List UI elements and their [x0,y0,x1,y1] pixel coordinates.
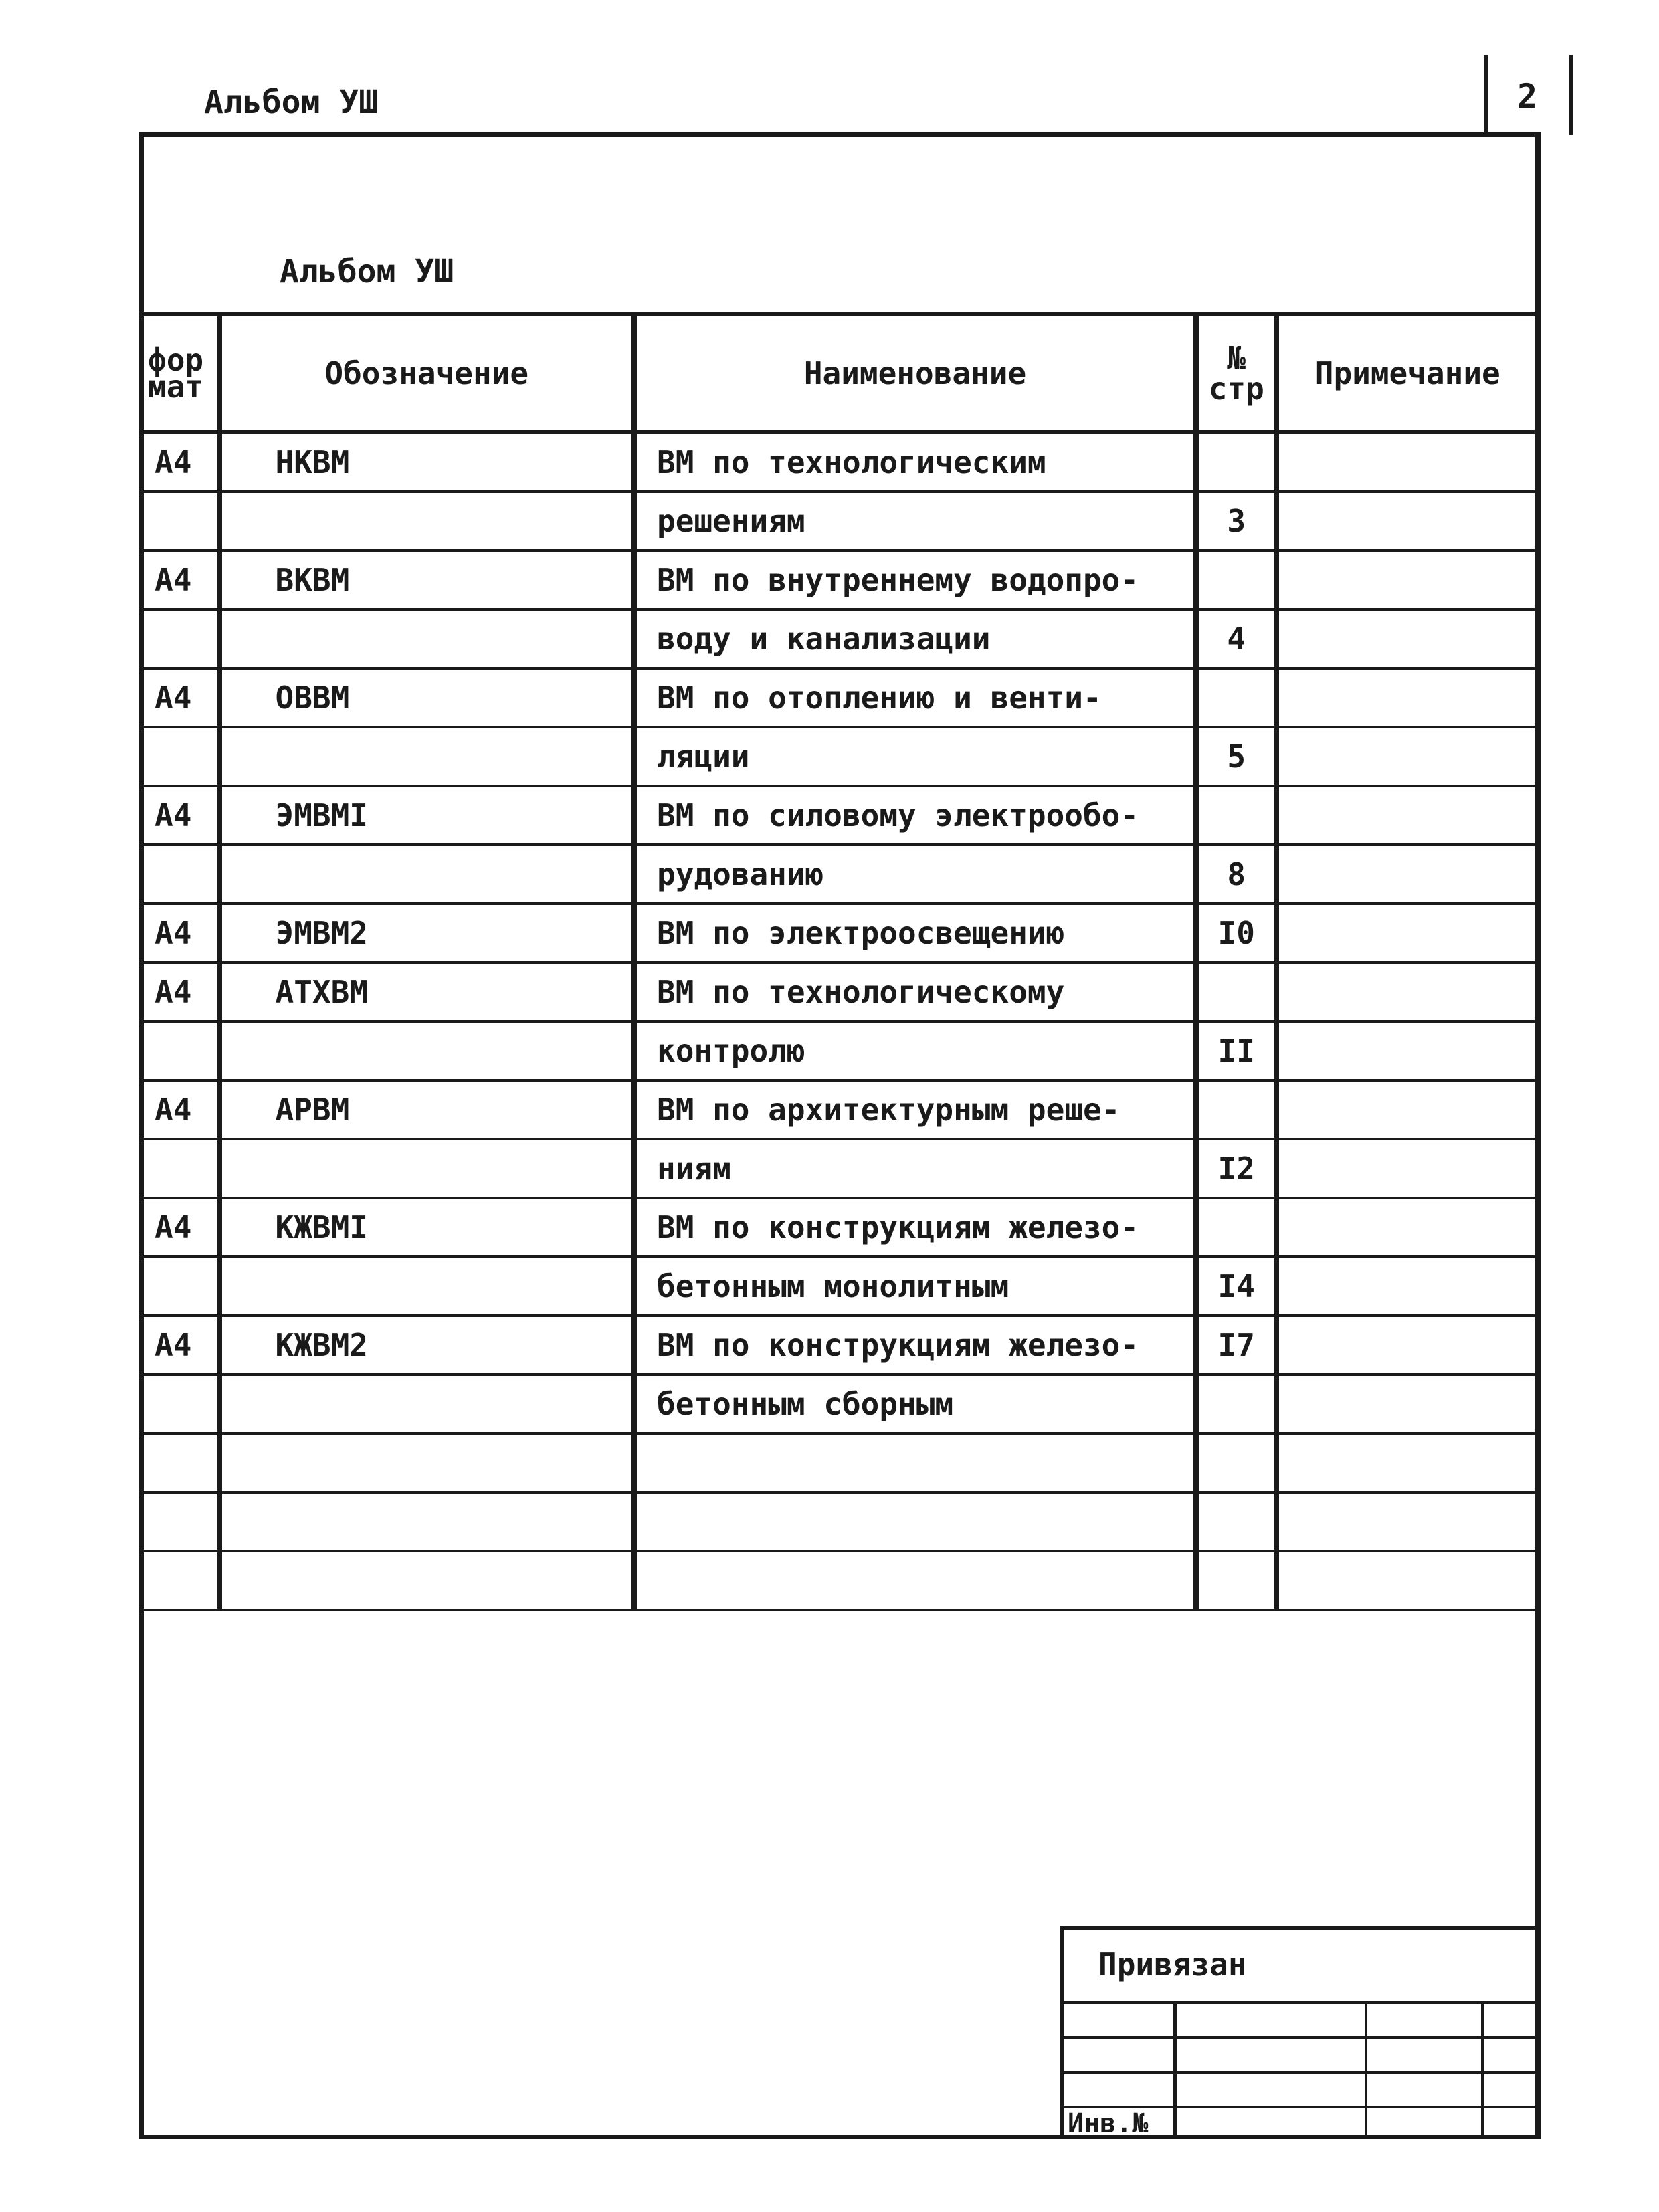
format-cell: А4 [144,668,219,727]
page-cell: 3 [1196,492,1276,550]
page-cell: 5 [1196,727,1276,786]
note-cell [1276,786,1537,845]
format-cell: А4 [144,904,219,963]
note-cell [1276,550,1537,609]
inventory-number-label: Инв.№ [1068,2108,1149,2139]
table-row [144,550,1537,609]
format-cell [144,1021,219,1080]
note-cell [1276,1551,1537,1610]
stamp-top-border [1060,1926,1535,1930]
designation-cell [219,1257,634,1316]
table-row [144,727,1537,786]
table-row [144,668,1537,727]
note-cell [1276,904,1537,963]
stamp-column-divider [1365,2001,1367,2139]
designation-cell [219,1375,634,1433]
format-cell: А4 [144,1198,219,1257]
page-cell [1196,1433,1276,1492]
format-cell: А4 [144,786,219,845]
table-row [144,1316,1537,1375]
table-row [144,1139,1537,1198]
designation-cell [219,1021,634,1080]
designation-cell: АТХВМ [219,963,634,1021]
stamp-column-divider [1481,2001,1484,2139]
designation-cell: НКВМ [219,432,634,492]
column-header-page-line1: № [1227,340,1246,376]
table-row [144,845,1537,904]
name-cell: ВМ по технологическому [634,963,1196,1021]
page-cell: 8 [1196,845,1276,904]
table-row [144,1492,1537,1551]
name-cell: контролю [634,1021,1196,1080]
note-cell [1276,432,1537,492]
note-cell [1276,727,1537,786]
designation-cell: ЭМВМ2 [219,904,634,963]
name-cell: ВМ по отоплению и венти- [634,668,1196,727]
specification-table [144,312,1537,1611]
name-cell: решениям [634,492,1196,550]
table-row [144,432,1537,492]
format-cell [144,609,219,668]
name-cell: ВМ по силовому электрообо- [634,786,1196,845]
note-cell [1276,668,1537,727]
page-cell [1196,1080,1276,1139]
name-cell: ВМ по электроосвещению [634,904,1196,963]
designation-cell: АРВМ [219,1080,634,1139]
note-cell [1276,1433,1537,1492]
note-cell [1276,1316,1537,1375]
format-cell [144,1139,219,1198]
note-cell [1276,963,1537,1021]
format-cell: А4 [144,550,219,609]
stamp-row-divider [1060,2036,1535,2039]
page-cell [1196,963,1276,1021]
page-cell [1196,432,1276,492]
name-cell: ВМ по конструкциям железо- [634,1316,1196,1375]
format-cell: А4 [144,432,219,492]
table-row [144,963,1537,1021]
page-cell: I0 [1196,904,1276,963]
name-cell: бетонным монолитным [634,1257,1196,1316]
table-row [144,904,1537,963]
designation-cell [219,1551,634,1610]
page-cell: I4 [1196,1257,1276,1316]
format-cell [144,1433,219,1492]
table-body [144,432,1537,1610]
note-cell [1276,1492,1537,1551]
column-header-name: Наименование [634,314,1196,433]
note-cell [1276,492,1537,550]
stamp-row-divider [1060,2001,1535,2004]
note-cell [1276,845,1537,904]
column-header-format [144,314,219,433]
format-cell [144,1551,219,1610]
format-cell [144,492,219,550]
format-cell [144,1492,219,1551]
designation-cell [219,1433,634,1492]
name-cell [634,1433,1196,1492]
format-cell: А4 [144,963,219,1021]
page-cell: I2 [1196,1139,1276,1198]
table-header-row [144,314,1537,433]
designation-cell [219,609,634,668]
table-row [144,786,1537,845]
page-cell [1196,668,1276,727]
table-row [144,1257,1537,1316]
designation-cell: КЖВМ2 [219,1316,634,1375]
document-title: Альбом УШ [280,253,454,290]
format-cell [144,727,219,786]
name-cell: ВМ по архитектурным реше- [634,1080,1196,1139]
table-row [144,492,1537,550]
format-cell: А4 [144,1080,219,1139]
format-cell [144,845,219,904]
name-cell: рудованию [634,845,1196,904]
page-cell [1196,786,1276,845]
column-header-page-line2: стр [1208,371,1264,407]
page-cell [1196,1375,1276,1433]
stamp-row-divider [1060,2071,1535,2074]
name-cell: ниям [634,1139,1196,1198]
name-cell: бетонным сборным [634,1375,1196,1433]
format-cell: А4 [144,1316,219,1375]
designation-cell: КЖВМI [219,1198,634,1257]
note-cell [1276,1375,1537,1433]
column-header-format-line2: мат [148,369,204,405]
page-cell [1196,1492,1276,1551]
column-header-format-line1: фор [148,342,204,378]
name-cell: ВМ по внутреннему водопро- [634,550,1196,609]
table-row [144,609,1537,668]
column-header-designation: Обозначение [219,314,634,433]
linked-label: Привязан [1098,1946,1247,1983]
note-cell [1276,1080,1537,1139]
designation-cell [219,1139,634,1198]
page-cell [1196,550,1276,609]
page-cell: 4 [1196,609,1276,668]
table-row [144,1080,1537,1139]
column-header-page [1196,314,1276,433]
page-cell [1196,1198,1276,1257]
designation-cell [219,492,634,550]
column-header-note: Примечание [1276,314,1537,433]
name-cell: ляции [634,727,1196,786]
format-cell [144,1375,219,1433]
page-number: 2 [1517,77,1538,116]
page-cell: II [1196,1021,1276,1080]
note-cell [1276,1198,1537,1257]
album-header-label: Альбом УШ [204,84,379,121]
designation-cell [219,845,634,904]
designation-cell [219,727,634,786]
page-cell: I7 [1196,1316,1276,1375]
name-cell: воду и канализации [634,609,1196,668]
table-row [144,1198,1537,1257]
designation-cell: ЭМВМI [219,786,634,845]
page-cell [1196,1551,1276,1610]
designation-cell: ВКВМ [219,550,634,609]
name-cell [634,1492,1196,1551]
note-cell [1276,1021,1537,1080]
note-cell [1276,1139,1537,1198]
note-cell [1276,1257,1537,1316]
note-cell [1276,609,1537,668]
stamp-column-divider [1173,2001,1177,2139]
table-row [144,1021,1537,1080]
table-row [144,1433,1537,1492]
table-row [144,1551,1537,1610]
designation-cell [219,1492,634,1551]
name-cell: ВМ по технологическим [634,432,1196,492]
name-cell [634,1551,1196,1610]
title-block-stamp [1060,1926,1535,2139]
table-row [144,1375,1537,1433]
designation-cell: ОВВМ [219,668,634,727]
name-cell: ВМ по конструкциям железо- [634,1198,1196,1257]
format-cell [144,1257,219,1316]
